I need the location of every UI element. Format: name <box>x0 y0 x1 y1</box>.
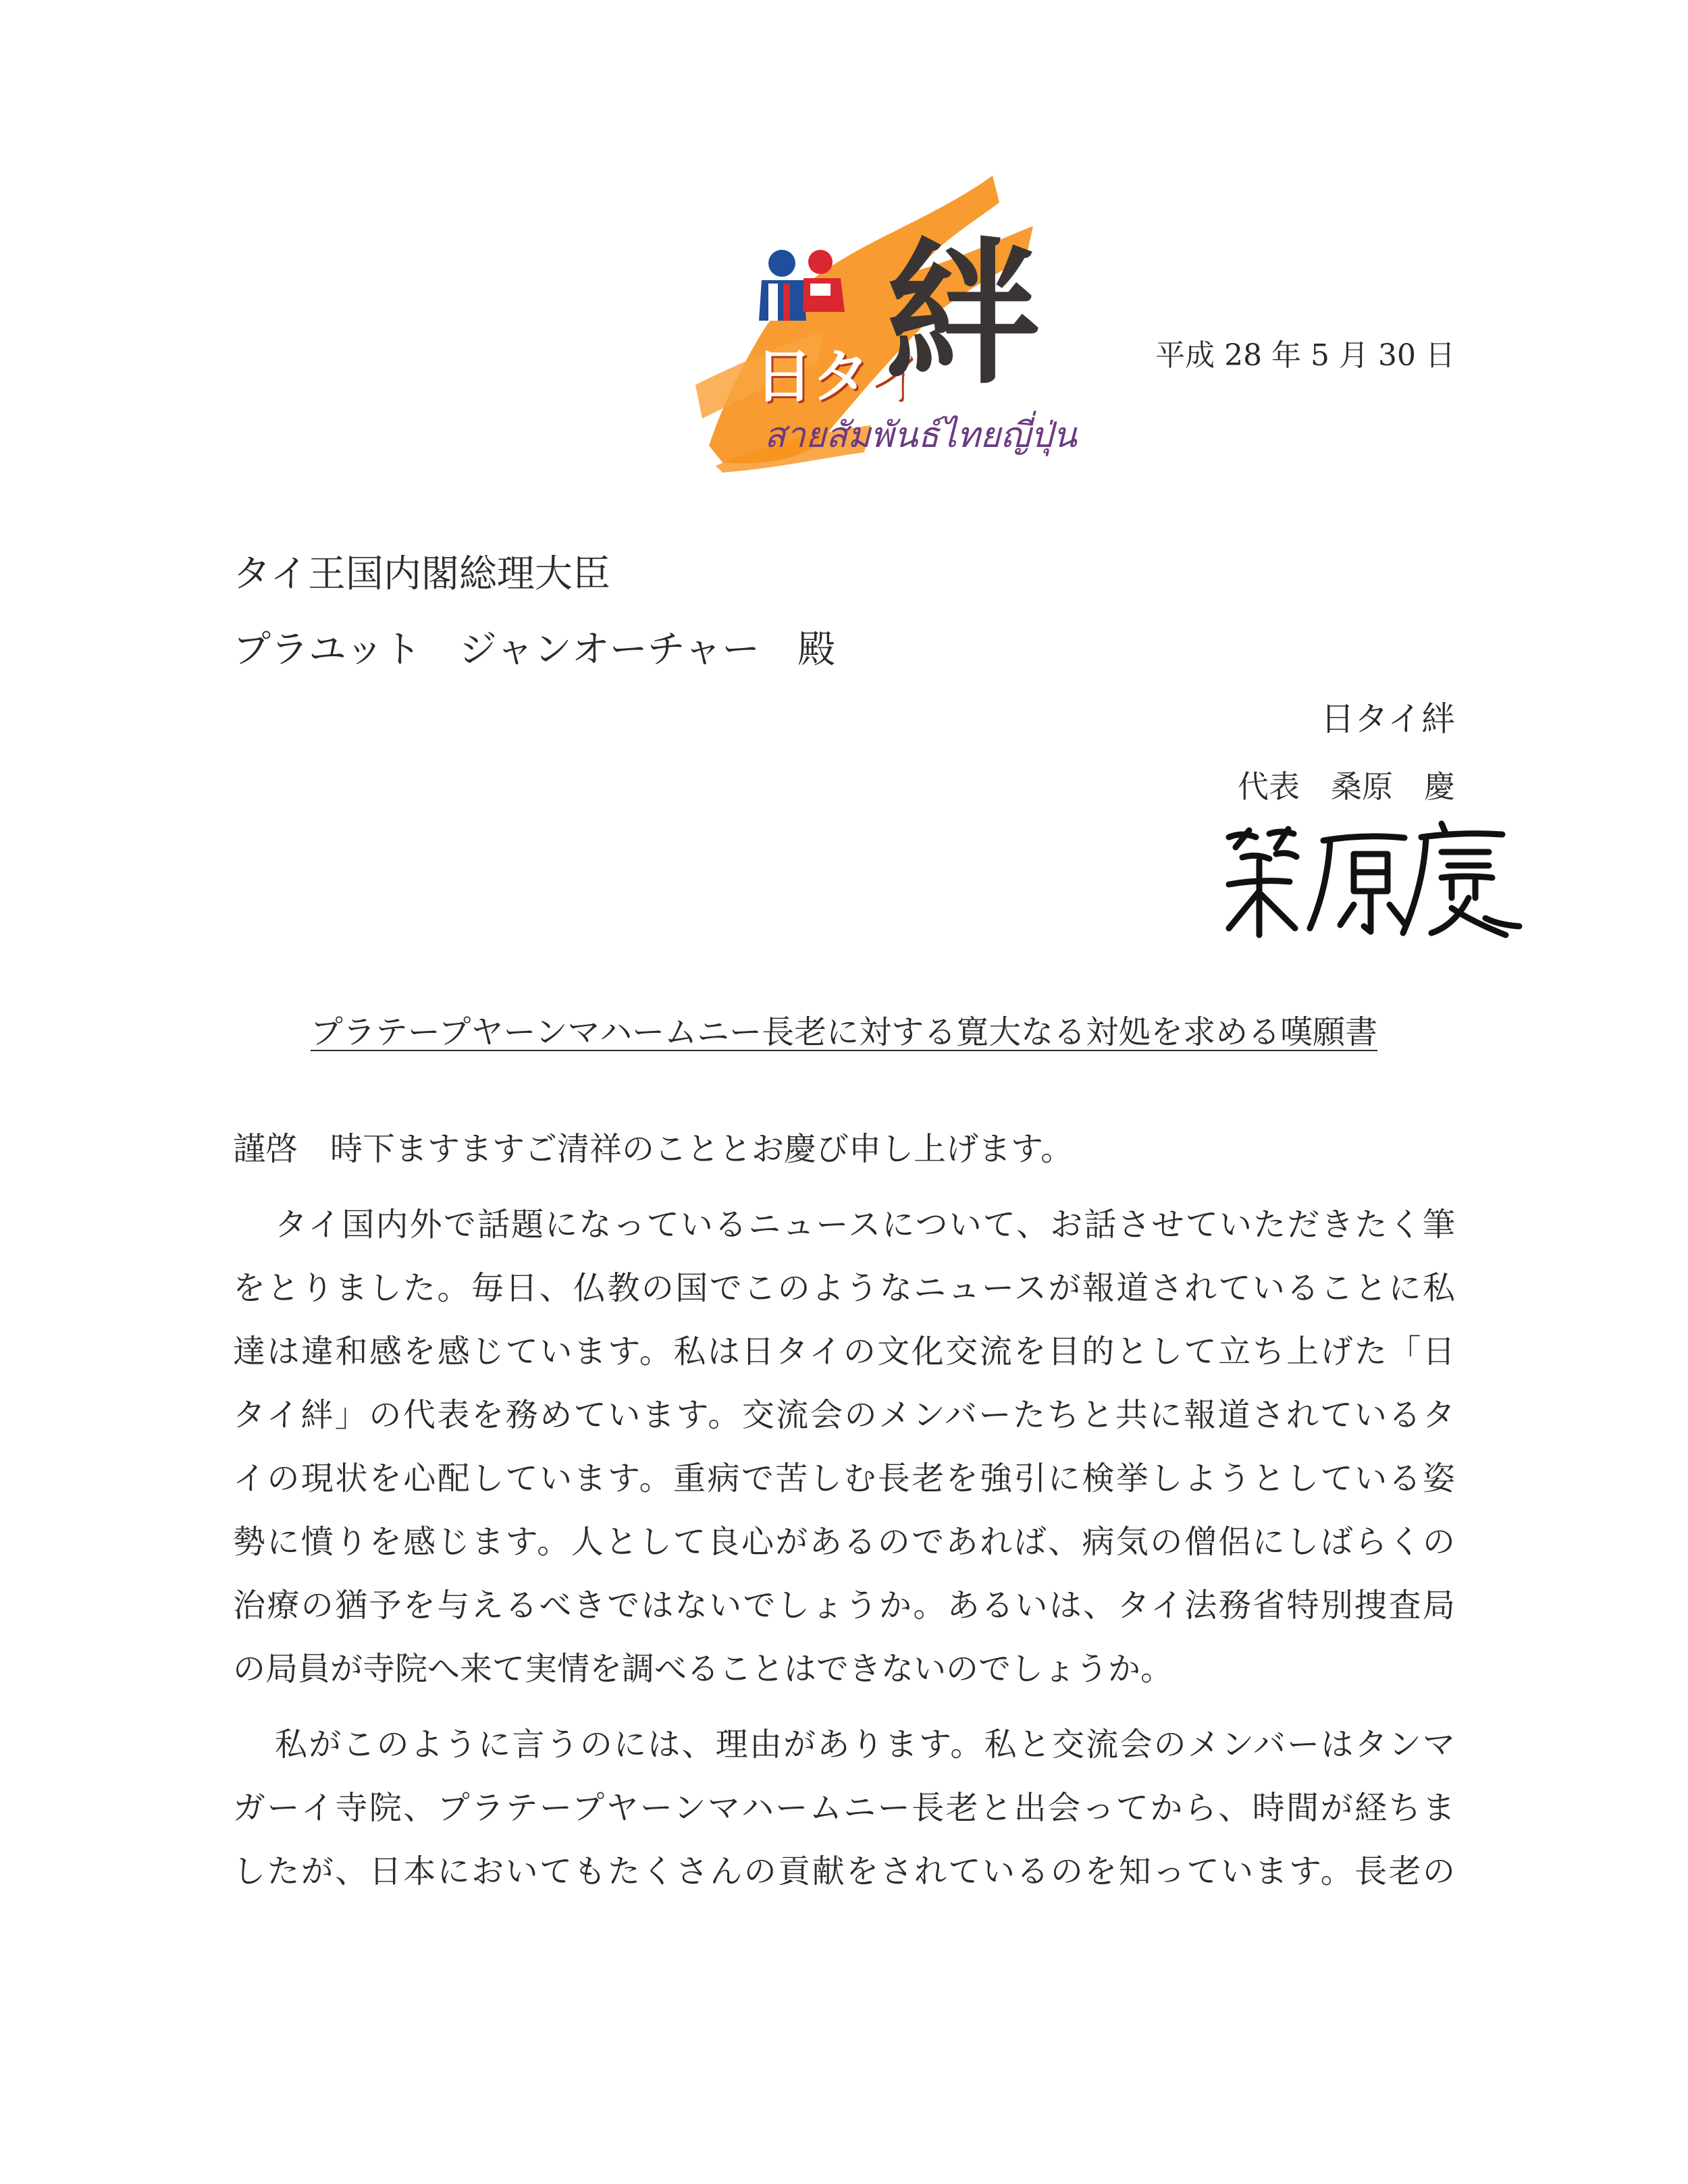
paragraph-line: イの現状を心配しています。重病で苦しむ長老を強引に検挙しようとしている姿 <box>233 1460 1455 1497</box>
paragraph-line: 勢に憤りを感じます。人として良心があるのであれば、病気の僧侶にしばらくの <box>233 1523 1455 1561</box>
addressee-name: プラユット ジャンオーチャー 殿 <box>233 628 836 672</box>
logo-text-kanji: 絆 <box>885 223 1040 405</box>
paragraph-line: 私がこのように言うのには、理由があります。私と交流会のメンバーはタンマ <box>275 1726 1455 1763</box>
letter-date: 平成 28 年 5 月 30 日 <box>1155 338 1455 373</box>
paragraph-line: 達は違和感を感じています。私は日タイの文化交流を目的として立ち上げた「日 <box>233 1333 1455 1370</box>
paragraph-line: タイ国内外で話題になっているニュースについて、お話させていただきたく筆 <box>275 1206 1455 1244</box>
sender-organization: 日タイ絆 <box>1321 699 1455 739</box>
sender-representative: 代表 桑原 慶 <box>1238 768 1455 805</box>
logo-text-thai: สายสัมพันธ์ไทยญี่ปุ่น <box>764 415 1077 456</box>
addressee-block <box>233 537 835 688</box>
paragraph-line: 治療の猶予を与えるべきではないでしょうか。あるいは、タイ法務省特別捜査局 <box>233 1587 1455 1624</box>
paragraph-1 <box>233 1193 1455 1701</box>
organization-logo <box>682 162 1077 473</box>
greeting-line: 謹啓 時下ますますご清祥のこととお慶び申し上げます。 <box>233 1130 1074 1168</box>
paragraph-line: タイ絆」の代表を務めています。交流会のメンバーたちと共に報道されているタ <box>233 1396 1455 1434</box>
addressee-title: タイ王国内閣総理大臣 <box>233 552 610 596</box>
sender-block <box>1238 685 1455 820</box>
paragraph-line: の局員が寺院へ来て実情を調べることはできないのでしょうか。 <box>233 1650 1173 1688</box>
paragraph-line: したが、日本においてもたくさんの貢献をされているのを知っています。長老の <box>233 1853 1455 1890</box>
handwritten-signature <box>1209 810 1533 945</box>
paragraph-2 <box>233 1713 1455 1903</box>
letter-body <box>233 1117 1455 1903</box>
document-title <box>0 1006 1688 1053</box>
document-title-text: プラテープヤーンマハームニー長老に対する寛大なる対処を求める嘆願書 <box>310 1013 1378 1051</box>
paragraph-line: をとりました。毎日、仏教の国でこのようなニュースが報道されていることに私 <box>233 1269 1455 1307</box>
paragraph-line: ガーイ寺院、プラテープヤーンマハームニー長老と出会ってから、時間が経ちま <box>233 1789 1455 1827</box>
logo-text-jp: 日タイ <box>755 343 924 410</box>
